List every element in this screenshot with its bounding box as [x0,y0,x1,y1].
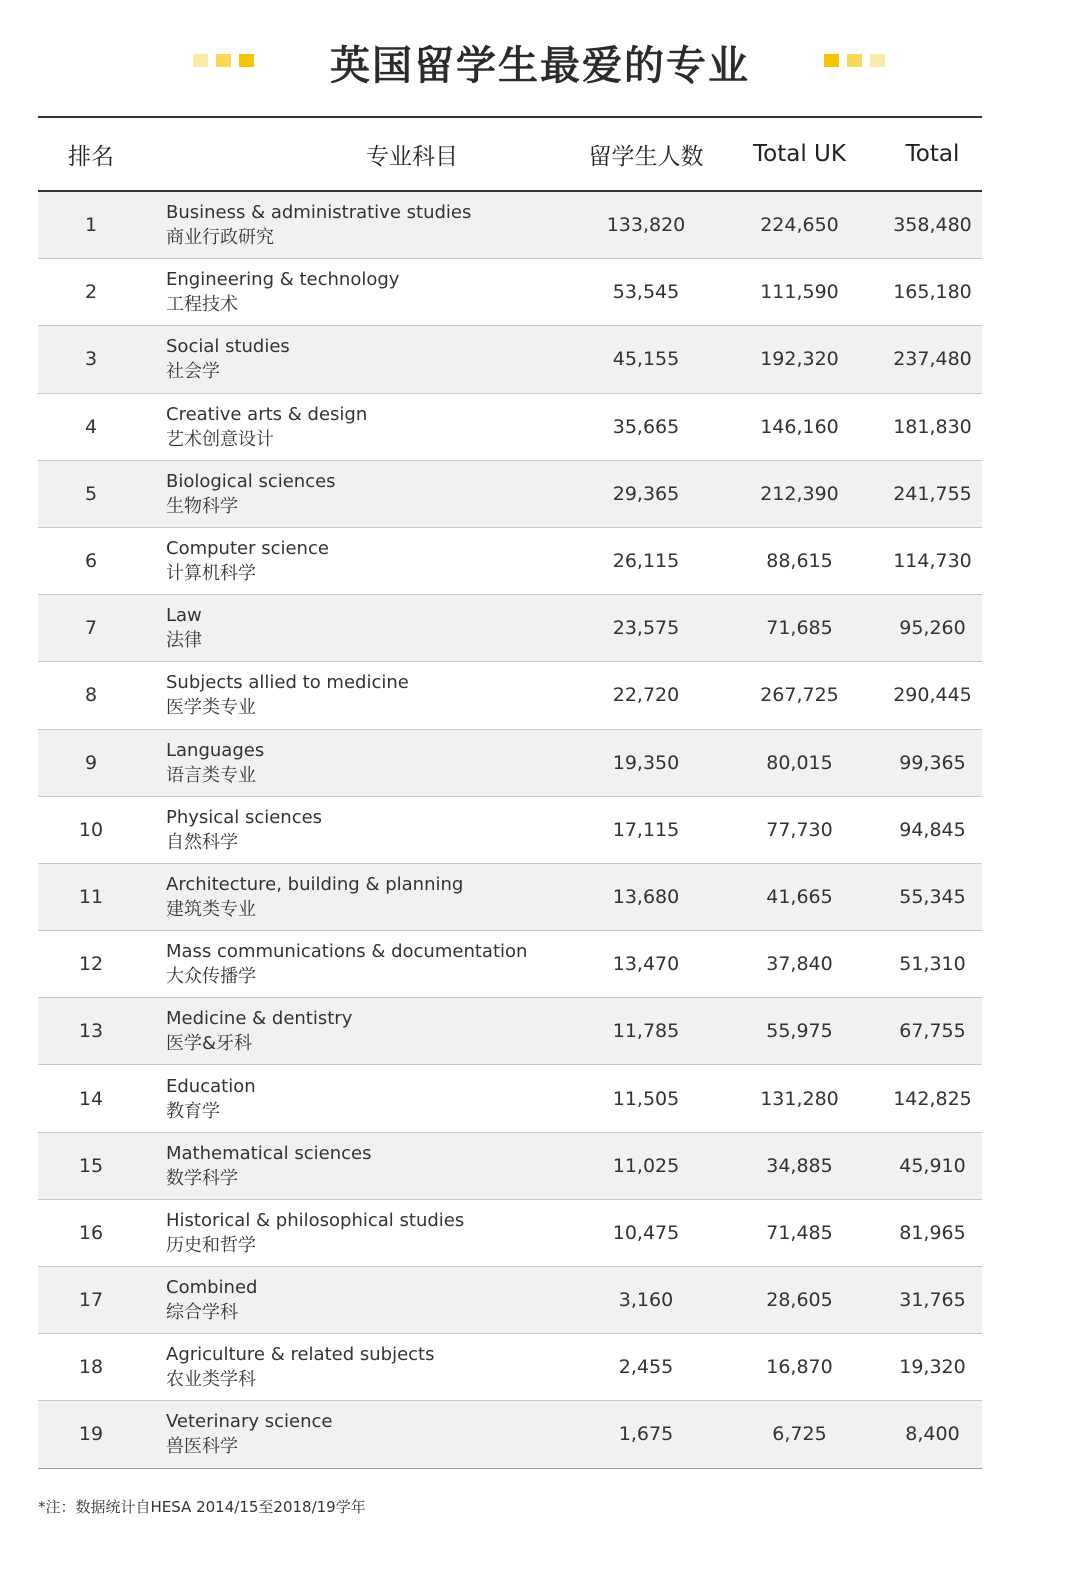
total-uk-cell: 71,685 [766,617,833,640]
header-total: Total [905,141,960,167]
total-uk-cell: 16,870 [766,1356,833,1379]
total-cell: 95,260 [899,617,966,640]
rank-cell: 14 [78,1087,104,1110]
subject-english: Architecture, building & planning [166,873,464,895]
table-row [38,662,982,729]
subject-english: Creative arts & design [166,403,368,425]
total-uk-cell: 28,605 [766,1289,833,1312]
subject-chinese: 综合学科 [166,1302,238,1324]
intl-students-cell: 45,155 [612,348,680,371]
rank-cell: 4 [84,415,98,438]
subject-english: Physical sciences [166,806,323,828]
subject-cell [144,805,576,855]
subject-cell [144,1275,576,1325]
table-row [38,1200,982,1267]
total-cell: 241,755 [893,482,972,505]
rank-cell: 11 [78,885,104,908]
subject-chinese: 数学科学 [166,1167,238,1189]
total-uk-cell: 212,390 [760,482,839,505]
subject-english: Mass communications & documentation [166,941,528,963]
subject-english: Computer science [166,538,329,560]
intl-students-cell: 133,820 [606,214,686,237]
intl-students-cell: 13,680 [612,885,680,908]
subject-cell [144,402,576,452]
decorative-squares-right [824,54,885,67]
total-uk-cell: 131,280 [760,1087,839,1110]
subject-cell [144,536,576,586]
rank-cell: 13 [78,1020,104,1043]
deco-square [847,54,862,67]
subject-chinese: 教育学 [166,1100,220,1122]
subject-english: Languages [166,739,265,761]
intl-students-cell: 17,115 [612,818,680,841]
intl-students-cell: 10,475 [612,1221,680,1244]
total-cell: 358,480 [893,214,972,237]
subject-english: Medicine & dentistry [166,1008,353,1030]
intl-students-cell: 53,545 [612,281,680,304]
subject-chinese: 语言类专业 [166,764,256,786]
table-row [38,595,982,662]
intl-students-cell: 13,470 [612,953,680,976]
table-row [38,797,982,864]
rank-cell: 9 [84,751,98,774]
intl-students-cell: 19,350 [612,751,680,774]
table-row [38,326,982,393]
total-cell: 99,365 [899,751,966,774]
subject-english: Education [166,1075,256,1097]
table-header [38,116,982,192]
subject-english: Veterinary science [166,1411,333,1433]
rank-cell: 8 [84,684,98,707]
total-cell: 181,830 [893,415,972,438]
total-uk-cell: 111,590 [760,281,839,304]
intl-students-cell: 1,675 [618,1423,674,1446]
subject-chinese: 建筑类专业 [166,898,256,920]
total-uk-cell: 37,840 [766,953,833,976]
total-cell: 165,180 [893,281,972,304]
total-cell: 81,965 [899,1221,966,1244]
total-uk-cell: 41,665 [766,885,833,908]
rank-cell: 6 [84,550,98,573]
subject-cell [144,1208,576,1258]
subject-chinese: 商业行政研究 [166,227,274,249]
table-row [38,931,982,998]
table-row [38,1334,982,1401]
subject-chinese: 自然科学 [166,831,238,853]
subject-chinese: 法律 [166,630,202,652]
total-cell: 67,755 [899,1020,966,1043]
table-row [38,461,982,528]
table-row [38,259,982,326]
subject-english: Historical & philosophical studies [166,1209,465,1231]
intl-students-cell: 11,025 [612,1154,680,1177]
total-cell: 19,320 [899,1356,966,1379]
subject-cell [144,1006,576,1056]
total-uk-cell: 6,725 [772,1423,827,1446]
page-title: 英国留学生最爱的专业 [330,43,750,89]
header-intl-students: 留学生人数 [588,143,704,170]
deco-square [870,54,885,67]
rank-cell: 5 [84,482,98,505]
rank-cell: 2 [84,281,98,304]
subject-cell [144,1409,576,1459]
intl-students-cell: 26,115 [612,550,680,573]
subject-english: Biological sciences [166,470,336,492]
intl-students-cell: 22,720 [612,684,680,707]
rank-cell: 16 [78,1221,104,1244]
rank-cell: 1 [84,214,98,237]
rank-cell: 10 [78,818,104,841]
total-cell: 142,825 [893,1087,972,1110]
subject-english: Business & administrative studies [166,202,472,224]
subject-english: Engineering & technology [166,269,400,291]
intl-students-cell: 2,455 [618,1356,674,1379]
subject-chinese: 大众传播学 [166,966,256,988]
subject-english: Agriculture & related subjects [166,1344,435,1366]
subject-english: Social studies [166,336,290,358]
table-row [38,1267,982,1334]
subject-cell [144,738,576,788]
rank-cell: 17 [78,1289,104,1312]
total-cell: 114,730 [893,550,972,573]
total-uk-cell: 192,320 [760,348,839,371]
subject-chinese: 社会学 [166,361,220,383]
total-uk-cell: 146,160 [760,415,839,438]
total-cell: 55,345 [899,885,966,908]
intl-students-cell: 35,665 [612,415,680,438]
total-uk-cell: 55,975 [766,1020,833,1043]
total-cell: 290,445 [893,684,972,707]
subject-english: Combined [166,1277,258,1299]
rank-cell: 12 [78,953,104,976]
intl-students-cell: 23,575 [612,617,680,640]
rank-cell: 15 [78,1154,104,1177]
subject-english: Law [166,605,202,627]
subject-chinese: 工程技术 [166,294,238,316]
total-uk-cell: 77,730 [766,818,833,841]
intl-students-cell: 29,365 [612,482,680,505]
total-cell: 94,845 [899,818,966,841]
total-cell: 31,765 [899,1289,966,1312]
subject-chinese: 医学&牙科 [166,1033,253,1055]
total-uk-cell: 224,650 [760,214,839,237]
total-cell: 8,400 [905,1423,960,1446]
rank-cell: 3 [84,348,98,371]
subject-chinese: 历史和哲学 [166,1234,256,1256]
total-uk-cell: 88,615 [766,550,833,573]
footnote: *注：数据统计自HESA 2014/15至2018/19学年 [38,1498,366,1516]
total-cell: 45,910 [899,1154,966,1177]
subject-cell [144,939,576,989]
subject-cell [144,1074,576,1124]
subject-chinese: 计算机科学 [166,563,256,585]
subject-cell [144,469,576,519]
title-bar [0,28,1080,92]
rank-cell: 19 [78,1423,104,1446]
total-uk-cell: 267,725 [760,684,839,707]
subject-chinese: 农业类学科 [166,1369,256,1391]
intl-students-cell: 3,160 [618,1289,674,1312]
total-cell: 237,480 [893,348,972,371]
header-rank: 排名 [68,143,114,170]
intl-students-cell: 11,505 [612,1087,680,1110]
subject-cell [144,1342,576,1392]
total-uk-cell: 71,485 [766,1221,833,1244]
intl-students-cell: 11,785 [612,1020,680,1043]
table-row [38,528,982,595]
table-row [38,1133,982,1200]
subject-cell [144,267,576,317]
table-row [38,1065,982,1132]
table-row [38,1401,982,1468]
subject-english: Mathematical sciences [166,1142,372,1164]
table-row [38,394,982,461]
table-row [38,192,982,259]
table-row [38,730,982,797]
table-body [38,192,982,1469]
table-row [38,998,982,1065]
subject-cell [144,200,576,250]
subject-chinese: 生物科学 [166,495,238,517]
header-subject: 专业科目 [366,143,458,170]
subject-cell [144,603,576,653]
majors-table [38,116,982,1469]
subject-chinese: 艺术创意设计 [166,428,274,450]
subject-cell [144,1141,576,1191]
header-total-uk: Total UK [753,141,846,167]
subject-english: Subjects allied to medicine [166,672,409,694]
table-row [38,864,982,931]
deco-square [824,54,839,67]
subject-chinese: 医学类专业 [166,697,256,719]
total-uk-cell: 34,885 [766,1154,833,1177]
subject-cell [144,334,576,384]
rank-cell: 18 [78,1356,104,1379]
rank-cell: 7 [84,617,98,640]
total-uk-cell: 80,015 [766,751,833,774]
subject-cell [144,872,576,922]
subject-cell [144,670,576,720]
total-cell: 51,310 [899,953,966,976]
subject-chinese: 兽医科学 [166,1436,238,1458]
